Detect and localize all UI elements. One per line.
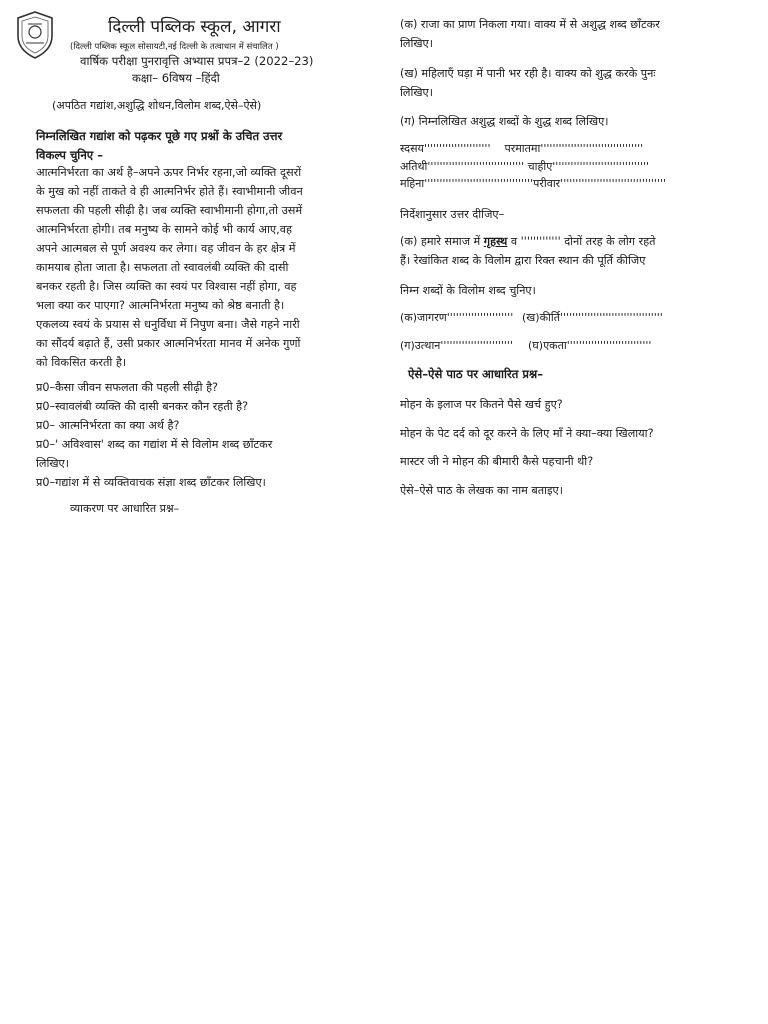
grammar-heading: व्याकरण पर आधारित प्रश्न– (70, 502, 180, 515)
ese-ese-heading: ऐसे–ऐसे पाठ पर आधारित प्रश्न– (408, 367, 544, 381)
question-line: प्र0– आत्मनिर्भरता का क्या अर्थ है? (36, 419, 180, 432)
class-subject-line: कक्षा– 6विषय –हिंदी (132, 71, 220, 85)
passage-line: का सौंदर्य बढ़ाते हैं, उसी प्रकार आत्मनिर्भरता मानव में अनेक गुणों (36, 337, 301, 350)
antonym-row: (घ)एकता'''''''''''''''''''''''''''' (528, 339, 652, 352)
antonym-fill-question: (क) हमारे समाज में गृहस्थ व ''''''''''''' दोनों तरह के लोग रहते हैं। रेखांकित शब्द के विलोम द्वारा रिक्त स्थान की पूर्ति कीजिए (400, 235, 656, 267)
passage-line: के मुख को नहीं ताकते वे ही आत्मनिर्भर होते हैं। स्वाभीमानी जीवन (36, 185, 303, 198)
choose-antonyms-heading: निम्न शब्दों के विलोम शब्द चुनिए। (400, 284, 536, 297)
passage-questions (36, 378, 272, 492)
ese-question: मास्टर जी ने मोहन की बीमारी कैसे पहचानी थी? (400, 455, 594, 468)
question-line: प्र0–स्वावलंबी व्यक्ति की दासी बनकर कौन रहती है? (36, 400, 249, 413)
antonym-row: (क)जागरण'''''''''''''''''''''' (400, 311, 514, 324)
passage-line: कामयाब होता जाता है। सफलता तो स्वावलंबी व्यक्ति की दासी (36, 261, 289, 274)
question-kha: (ख) महिलाएँ घड़ा में पानी भर रही है। वाक्य को शुद्ध करके पुनः लिखिए। (400, 67, 656, 99)
passage-line: आत्मनिर्भरता होगी। तब मनुष्य के सामने कोई भी कार्य आए,वह (36, 223, 292, 236)
antonym-row: (ग)उत्थान'''''''''''''''''''''''' (400, 339, 513, 352)
passage-instruction: निम्नलिखित गद्यांश को पढ़कर पूछे गए प्रश्नों के उचित उत्तर विकल्प चुनिए – (36, 129, 283, 162)
passage-line: आत्मनिर्भरता का अर्थ है–अपने ऊपर निर्भर रहना,जो व्यक्ति दूसरों (36, 166, 302, 179)
question-line: प्र0–गद्यांश में से व्यक्तिवाचक संज्ञा शब्द छाँटकर लिखिए। (36, 476, 266, 489)
society-line: (दिल्ली पब्लिक स्कूल सोसायटी,नई दिल्ली के तत्वाधान में संचालित ) (70, 42, 279, 52)
school-logo-emblem-icon (14, 10, 56, 60)
direction-heading: निर्देशानुसार उत्तर दीजिए– (400, 208, 505, 221)
school-name: दिल्ली पब्लिक स्कूल, आगरा (108, 17, 281, 37)
underlined-word: गृहस्थ (483, 235, 508, 248)
question-line: लिखिए। (36, 457, 69, 470)
topics-line: (अपठित गद्यांश,अशुद्धि शोधन,विलोम शब्द,ऐसे–ऐसे) (52, 99, 262, 112)
passage-line: अपने आत्मबल से पूर्ण अवश्य कर लेगा। वह जीवन के हर क्षेत्र में (36, 242, 296, 255)
exam-title: वार्षिक परीक्षा पुनरावृत्ति अभ्यास प्रपत्र–2 (2022–23) (80, 54, 314, 68)
ese-question: मोहन के पेट दर्द को दूर करने के लिए माँ ने क्या–क्या खिलाया? (400, 427, 654, 440)
question-line: प्र0–कैसा जीवन सफलता की पहली सीढ़ी है? (36, 381, 218, 394)
question-ga: (ग) निम्नलिखित अशुद्ध शब्दों के शुद्ध शब्द लिखिए। (400, 115, 609, 128)
passage-line: को विकसित करती है। (36, 356, 127, 369)
passage-line: सफलता की पहली सीढ़ी है। जब व्यक्ति स्वाभीमानी होगा,तो उसमें (36, 204, 303, 217)
question-line: प्र0–' अविश्वास' शब्द का गद्यांश में से विलोम शब्द छाँटकर (36, 438, 273, 451)
unseen-passage (36, 163, 303, 372)
word-row: स्दसय'''''''''''''''''''''' परमातमा'''''''''''''''''''''''''''''''''' (400, 142, 644, 155)
passage-line: एकलव्य स्वयं के प्रयास से धनुर्विधा में निपुण बना। जैसे गहने नारी (36, 318, 300, 331)
ese-question: मोहन के इलाज पर कितने पैसे खर्च हुए? (400, 398, 563, 411)
word-row: महिना''''''''''''''''''''''''''''''''''''परीवार''''''''''''''''''''''''''''''''''' (400, 177, 667, 190)
ese-question: ऐसे–ऐसे पाठ के लेखक का नाम बताइए। (400, 484, 563, 497)
word-row: अतिथी'''''''''''''''''''''''''''''''' चाहीए'''''''''''''''''''''''''''''''' (400, 159, 650, 173)
question-ka: (क) राजा का प्राण निकला गया। वाक्य में से अशुद्ध शब्द छाँटकर लिखिए। (400, 18, 660, 50)
passage-line: भला क्या कर पाएगा? आत्मनिर्भरता मनुष्य को श्रेष्ठ बनाती है। (36, 299, 285, 312)
passage-line: बनकर रहती है। जिस व्यक्ति का स्वयं पर विश्वास नहीं होगा, वह (36, 280, 297, 293)
incorrect-words-grid (400, 140, 666, 193)
antonym-row: (ख)कीर्ति'''''''''''''''''''''''''''''''''' (522, 311, 663, 324)
